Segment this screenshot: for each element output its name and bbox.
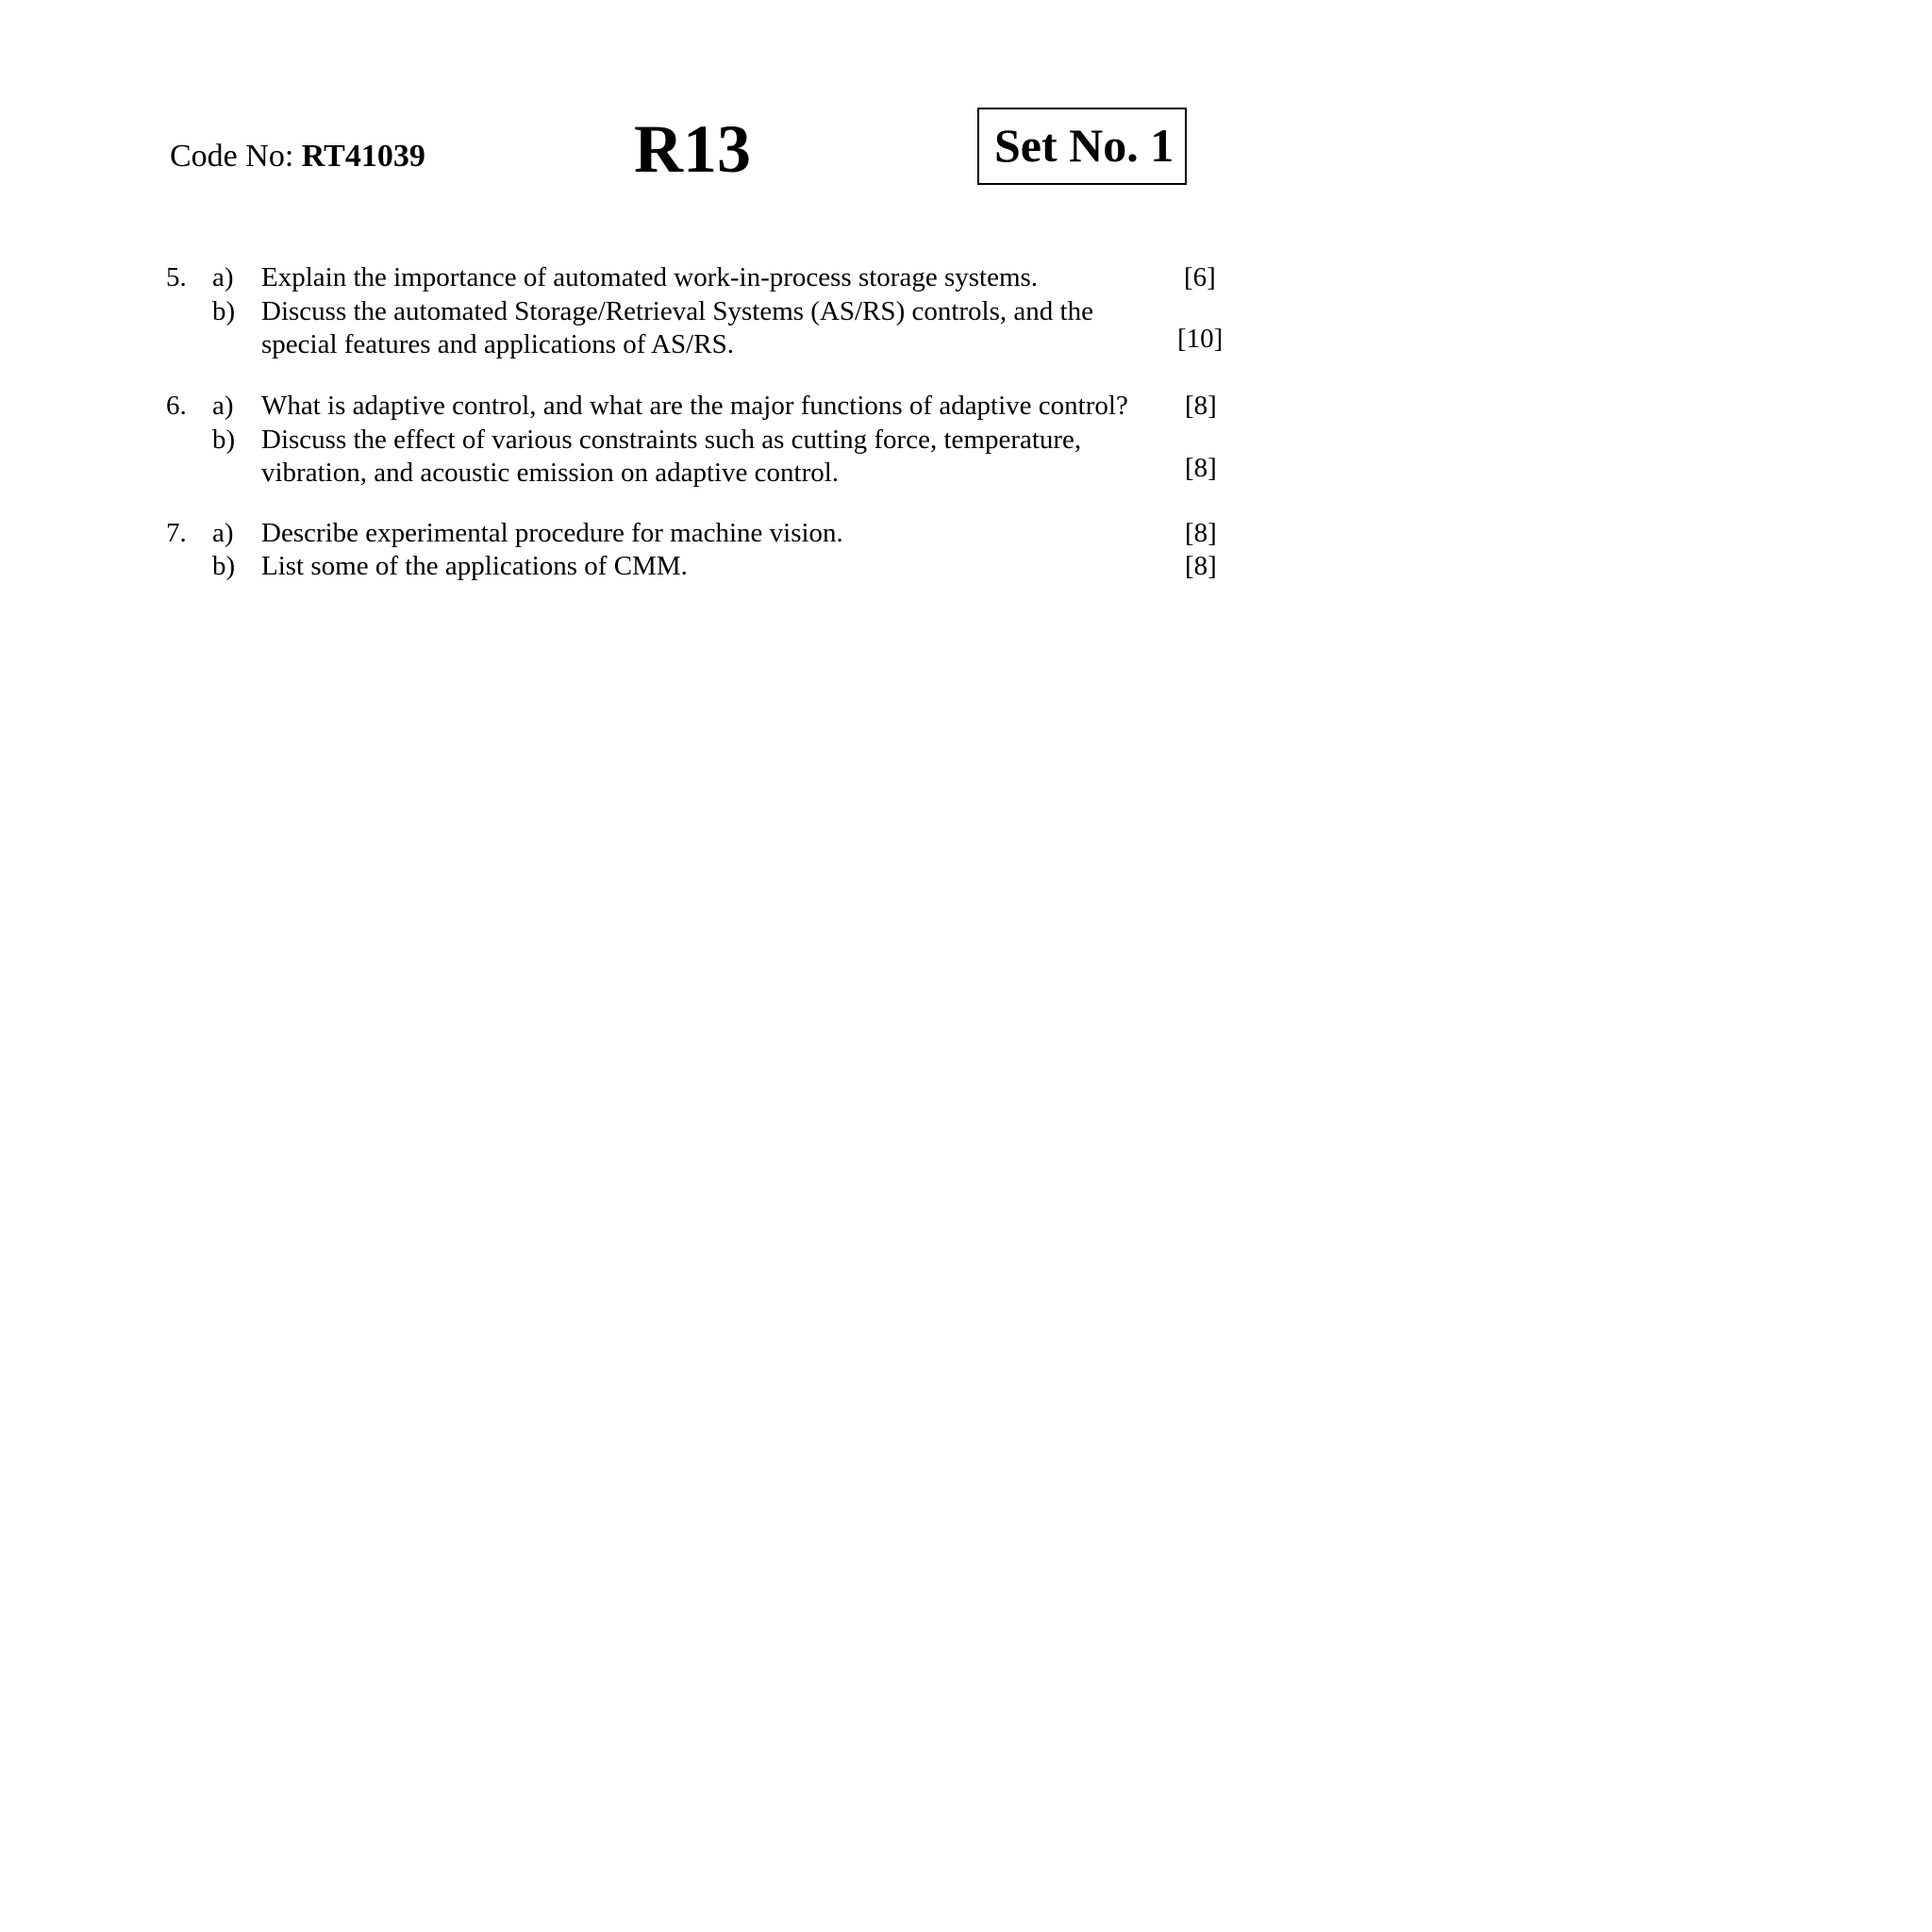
code-number [170, 138, 425, 175]
regulation-code: R13 [634, 111, 751, 187]
question-part-label: b) [212, 296, 236, 326]
question-part-label: a) [212, 391, 234, 421]
question-marks: [8] [1185, 518, 1217, 548]
question-marks: [6] [1184, 262, 1216, 292]
question-part-label: b) [212, 425, 236, 455]
question-part-label: a) [212, 518, 234, 548]
question-number: 6. [166, 391, 187, 421]
question-marks: [8] [1185, 391, 1217, 421]
question-text: Discuss the effect of various constraints such as cutting force, temperature, [261, 425, 1082, 455]
question-text: What is adaptive control, and what are the major functions of adaptive control? [261, 391, 1128, 421]
code-number-label: Code No: [170, 139, 302, 174]
question-number: 7. [166, 518, 187, 548]
question-text: List some of the applications of CMM. [261, 551, 688, 581]
question-number: 5. [166, 262, 187, 292]
question-marks: [10] [1177, 324, 1224, 354]
question-text: Describe experimental procedure for machine vision. [261, 518, 843, 548]
question-text: Explain the importance of automated work-in-process storage systems. [261, 262, 1039, 292]
question-part-label: a) [212, 262, 234, 292]
question-marks: [8] [1185, 453, 1217, 483]
question-text: Discuss the automated Storage/Retrieval Systems (AS/RS) controls, and the [261, 296, 1093, 326]
set-number-box [977, 108, 1187, 185]
question-text: vibration, and acoustic emission on adaptive control. [261, 458, 840, 488]
set-number: Set No. 1 [994, 119, 1174, 172]
question-part-label: b) [212, 551, 236, 581]
question-text: special features and applications of AS/RS. [261, 329, 734, 359]
question-marks: [8] [1185, 551, 1217, 581]
code-number-value: RT41039 [301, 139, 425, 174]
